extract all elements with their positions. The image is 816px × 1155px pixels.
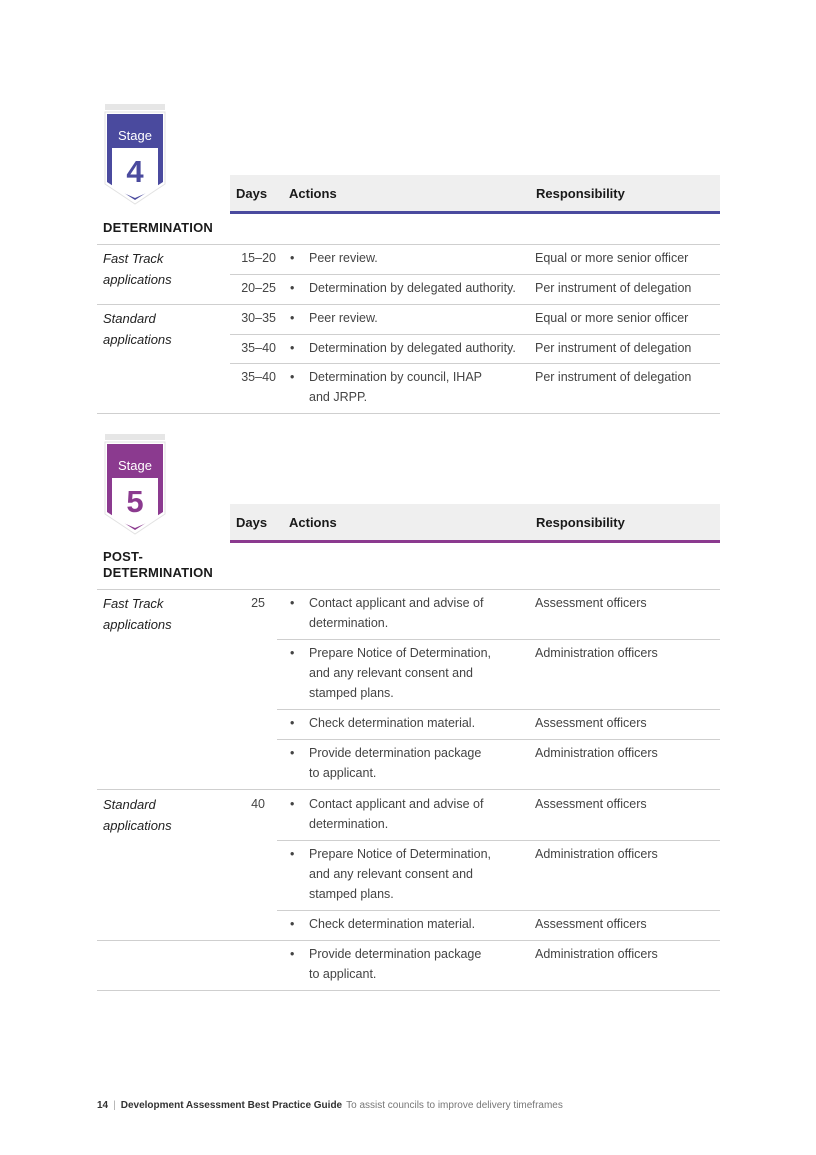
row-action: Peer review. [309, 251, 378, 265]
row-responsibility: Administration officers [535, 847, 658, 861]
stage-4-header-rule [230, 211, 720, 214]
group-fast-track: Fast Track applications [103, 596, 172, 632]
stage-5-number: 5 [126, 484, 144, 519]
header-responsibility: Responsibility [536, 186, 625, 201]
bullet-icon: • [290, 646, 295, 660]
divider [97, 589, 720, 590]
group-fast-track: Fast Track applications [103, 251, 172, 287]
divider [277, 840, 720, 841]
row-responsibility: Per instrument of delegation [535, 281, 692, 295]
bullet-icon: • [290, 746, 295, 760]
page-number: 14 [97, 1100, 109, 1111]
row-action: Contact applicant and advise of determination. [309, 596, 484, 630]
row-action: Peer review. [309, 311, 378, 325]
group-standard: Standard applications [103, 797, 172, 833]
bullet-icon: • [290, 341, 295, 355]
row-responsibility: Per instrument of delegation [535, 370, 692, 384]
divider [230, 334, 720, 335]
row-days: 20–25 [241, 281, 276, 295]
stage-5-badge [103, 434, 167, 536]
row-days: 30–35 [241, 311, 276, 325]
divider [97, 413, 720, 414]
header-actions: Actions [289, 515, 337, 530]
page-footer [97, 1100, 563, 1111]
row-days: 35–40 [241, 370, 276, 384]
stage-5-title-line-2: DETERMINATION [103, 565, 213, 580]
row-action: Prepare Notice of Determination, and any relevant consent and stamped plans. [309, 646, 492, 700]
bullet-icon: • [290, 716, 295, 730]
stage-4-table-header [230, 175, 720, 213]
row-days: 35–40 [241, 341, 276, 355]
row-days: 25 [251, 596, 265, 610]
bullet-icon: • [290, 370, 295, 384]
bullet-icon: • [290, 311, 295, 325]
stage-4-label: Stage [118, 128, 152, 143]
document-subtitle: To assist councils to improve delivery timeframes [346, 1100, 563, 1111]
header-days: Days [236, 515, 268, 530]
row-responsibility: Administration officers [535, 746, 658, 760]
row-responsibility: Administration officers [535, 646, 658, 660]
row-responsibility: Assessment officers [535, 797, 647, 811]
header-actions: Actions [289, 186, 337, 201]
bullet-icon: • [290, 797, 295, 811]
divider [277, 739, 720, 740]
stage-4-title: DETERMINATION [103, 220, 213, 235]
row-action: Determination by delegated authority. [309, 281, 516, 295]
stage-5-title [103, 549, 213, 581]
stage-4-number: 4 [126, 154, 144, 189]
stage-5-label: Stage [118, 458, 152, 473]
bullet-icon: • [290, 281, 295, 295]
divider [277, 910, 720, 911]
divider [97, 940, 720, 941]
stage-5-title-line-1: POST- [103, 549, 144, 564]
row-responsibility: Equal or more senior officer [535, 251, 689, 265]
row-action: Check determination material. [309, 917, 476, 931]
divider [277, 639, 720, 640]
bullet-icon: • [290, 251, 295, 265]
row-responsibility: Per instrument of delegation [535, 341, 692, 355]
stage-5-header-rule [230, 540, 720, 543]
row-responsibility: Assessment officers [535, 716, 647, 730]
divider [230, 274, 720, 275]
bullet-icon: • [290, 596, 295, 610]
row-responsibility: Equal or more senior officer [535, 311, 689, 325]
row-action: Provide determination package to applicant. [309, 947, 482, 981]
row-responsibility: Administration officers [535, 947, 658, 961]
row-action: Check determination material. [309, 716, 476, 730]
divider [277, 709, 720, 710]
document-title: Development Assessment Best Practice Guide [120, 1100, 343, 1111]
row-days: 15–20 [241, 251, 276, 265]
row-action: Determination by council, IHAP and JRPP. [309, 370, 482, 404]
divider [97, 244, 720, 245]
row-days: 40 [251, 797, 265, 811]
row-responsibility: Assessment officers [535, 596, 647, 610]
divider [97, 990, 720, 991]
row-responsibility: Assessment officers [535, 917, 647, 931]
bullet-icon: • [290, 847, 295, 861]
footer-separator: | [113, 1100, 116, 1111]
divider [97, 789, 720, 790]
row-action: Determination by delegated authority. [309, 341, 516, 355]
bullet-icon: • [290, 917, 295, 931]
divider [230, 363, 720, 364]
row-action: Provide determination package to applicant. [309, 746, 482, 780]
row-action: Prepare Notice of Determination, and any relevant consent and stamped plans. [309, 847, 492, 901]
stage-4-badge [103, 104, 167, 206]
stage-5-table-header [230, 504, 720, 542]
header-responsibility: Responsibility [536, 515, 625, 530]
divider [97, 304, 720, 305]
bullet-icon: • [290, 947, 295, 961]
row-action: Contact applicant and advise of determination. [309, 797, 484, 831]
group-standard: Standard applications [103, 311, 172, 347]
header-days: Days [236, 186, 268, 201]
